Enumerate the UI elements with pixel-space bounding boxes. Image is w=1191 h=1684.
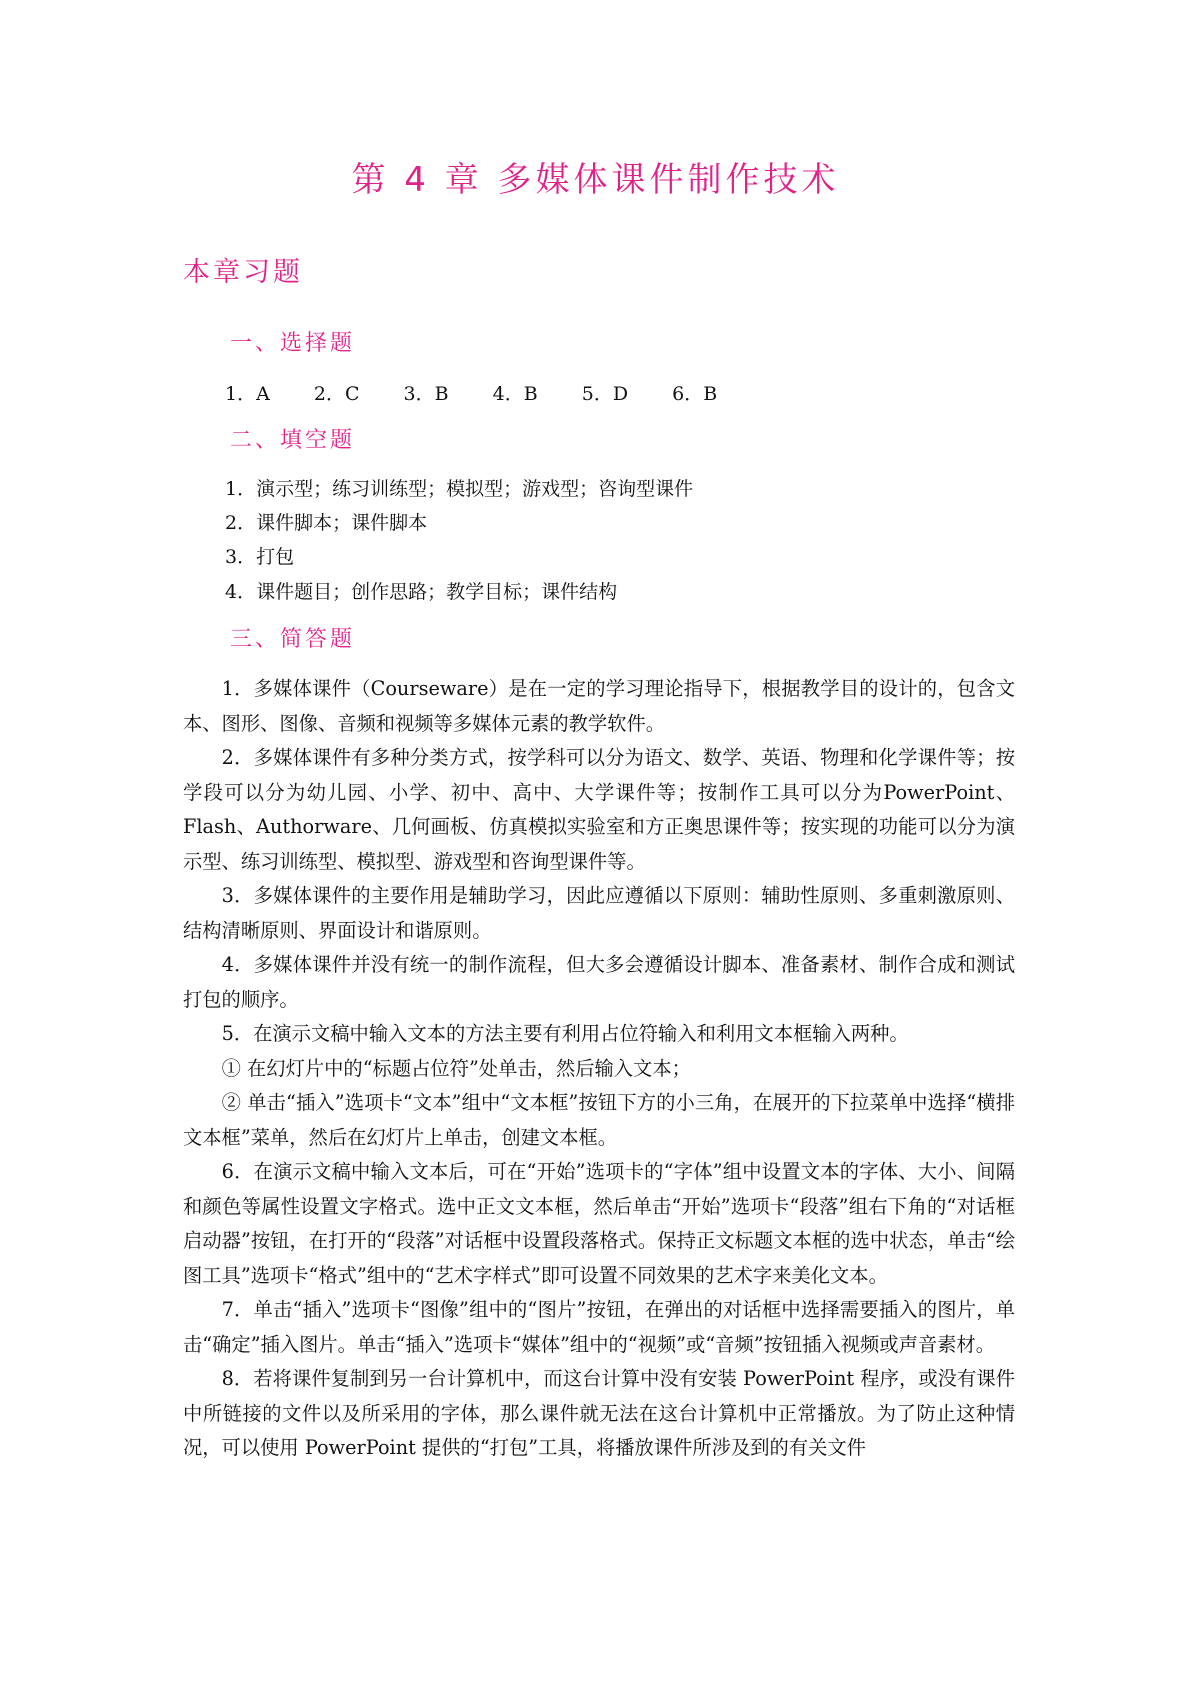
answer-paragraph: 8．若将课件复制到另一台计算机中，而这台计算中没有安装 PowerPoint 程序，或没有课件中所链接的文件以及所采用的字体，那么课件就无法在这台计算机中正常播放。为了防止这种情况，可以使用 PowerPoint 提供的“打包”工具，将播放课件所涉及到的有关文件 [183,1367,1015,1459]
short-answer-body [183,672,1015,1466]
fill-in-answer: 4．课件题目；创作思路；教学目标；课件结构 [225,581,618,603]
mc-answer: 4．B [492,383,538,405]
mc-answer: 1．A [225,383,270,405]
chapter-title: 第 4 章 多媒体课件制作技术 [351,160,840,200]
multiple-choice-answers [225,379,755,406]
answer-paragraph: 4．多媒体课件并没有统一的制作流程，但大多会遵循设计脚本、准备素材、制作合成和测试打包的顺序。 [183,953,1015,1011]
fill-in-heading: 二、填空题 [230,428,356,453]
answer-paragraph: 1．多媒体课件（Courseware）是在一定的学习理论指导下，根据教学目的设计的，包含文本、图形、图像、音频和视频等多媒体元素的教学软件。 [183,677,1015,735]
answer-paragraph: 7．单击“插入”选项卡“图像”组中的“图片”按钮，在弹出的对话框中选择需要插入的图片，单击“确定”插入图片。单击“插入”选项卡“媒体”组中的“视频”或“音频”按钮插入视频或声音素材。 [183,1298,1015,1356]
section-title: 本章习题 [183,257,303,288]
mc-answer: 6．B [672,383,718,405]
mc-answer: 5．D [581,383,629,405]
mc-answer: 2．C [313,383,360,405]
short-answer-heading: 三、简答题 [230,627,356,652]
mc-answer: 3．B [403,383,449,405]
answer-paragraph: 3．多媒体课件的主要作用是辅助学习，因此应遵循以下原则：辅助性原则、多重刺激原则、结构清晰原则、界面设计和谐原则。 [183,884,1015,942]
answer-paragraph: 5．在演示文稿中输入文本的方法主要有利用占位符输入和利用文本框输入两种。 [221,1022,909,1045]
multiple-choice-heading: 一、选择题 [230,331,356,356]
answer-paragraph: 2．多媒体课件有多种分类方式，按学科可以分为语文、数学、英语、物理和化学课件等；按学段可以分为幼儿园、小学、初中、高中、大学课件等；按制作工具可以分为PowerPoint、Flash、Authorware、几何画板、仿真模拟实验室和方正奥思课件等；按实现的功能可以分为演示型、练习训练型、模拟型、游戏型和咨询型课件等。 [183,746,1015,873]
answer-paragraph: ② 单击“插入”选项卡“文本”组中“文本框”按钮下方的小三角，在展开的下拉菜单中选择“横排文本框”菜单，然后在幻灯片上单击，创建文本框。 [183,1091,1015,1149]
fill-in-answer: 2．课件脚本；课件脚本 [225,512,428,534]
answer-paragraph: ① 在幻灯片中的“标题占位符”处单击，然后输入文本； [221,1056,691,1080]
fill-in-answer: 3．打包 [225,546,295,568]
fill-in-answer: 1．演示型；练习训练型；模拟型；游戏型；咨询型课件 [225,478,694,500]
answer-paragraph: 6．在演示文稿中输入文本后，可在“开始”选项卡的“字体”组中设置文本的字体、大小、间隔和颜色等属性设置文字格式。选中正文文本框，然后单击“开始”选项卡“段落”组右下角的“对话框启动器”按钮，在打开的“段落”对话框中设置段落格式。保持正文标题文本框的选中状态，单击“绘图工具”选项卡“格式”组中的“艺术字样式”即可设置不同效果的艺术字来美化文本。 [183,1160,1015,1287]
